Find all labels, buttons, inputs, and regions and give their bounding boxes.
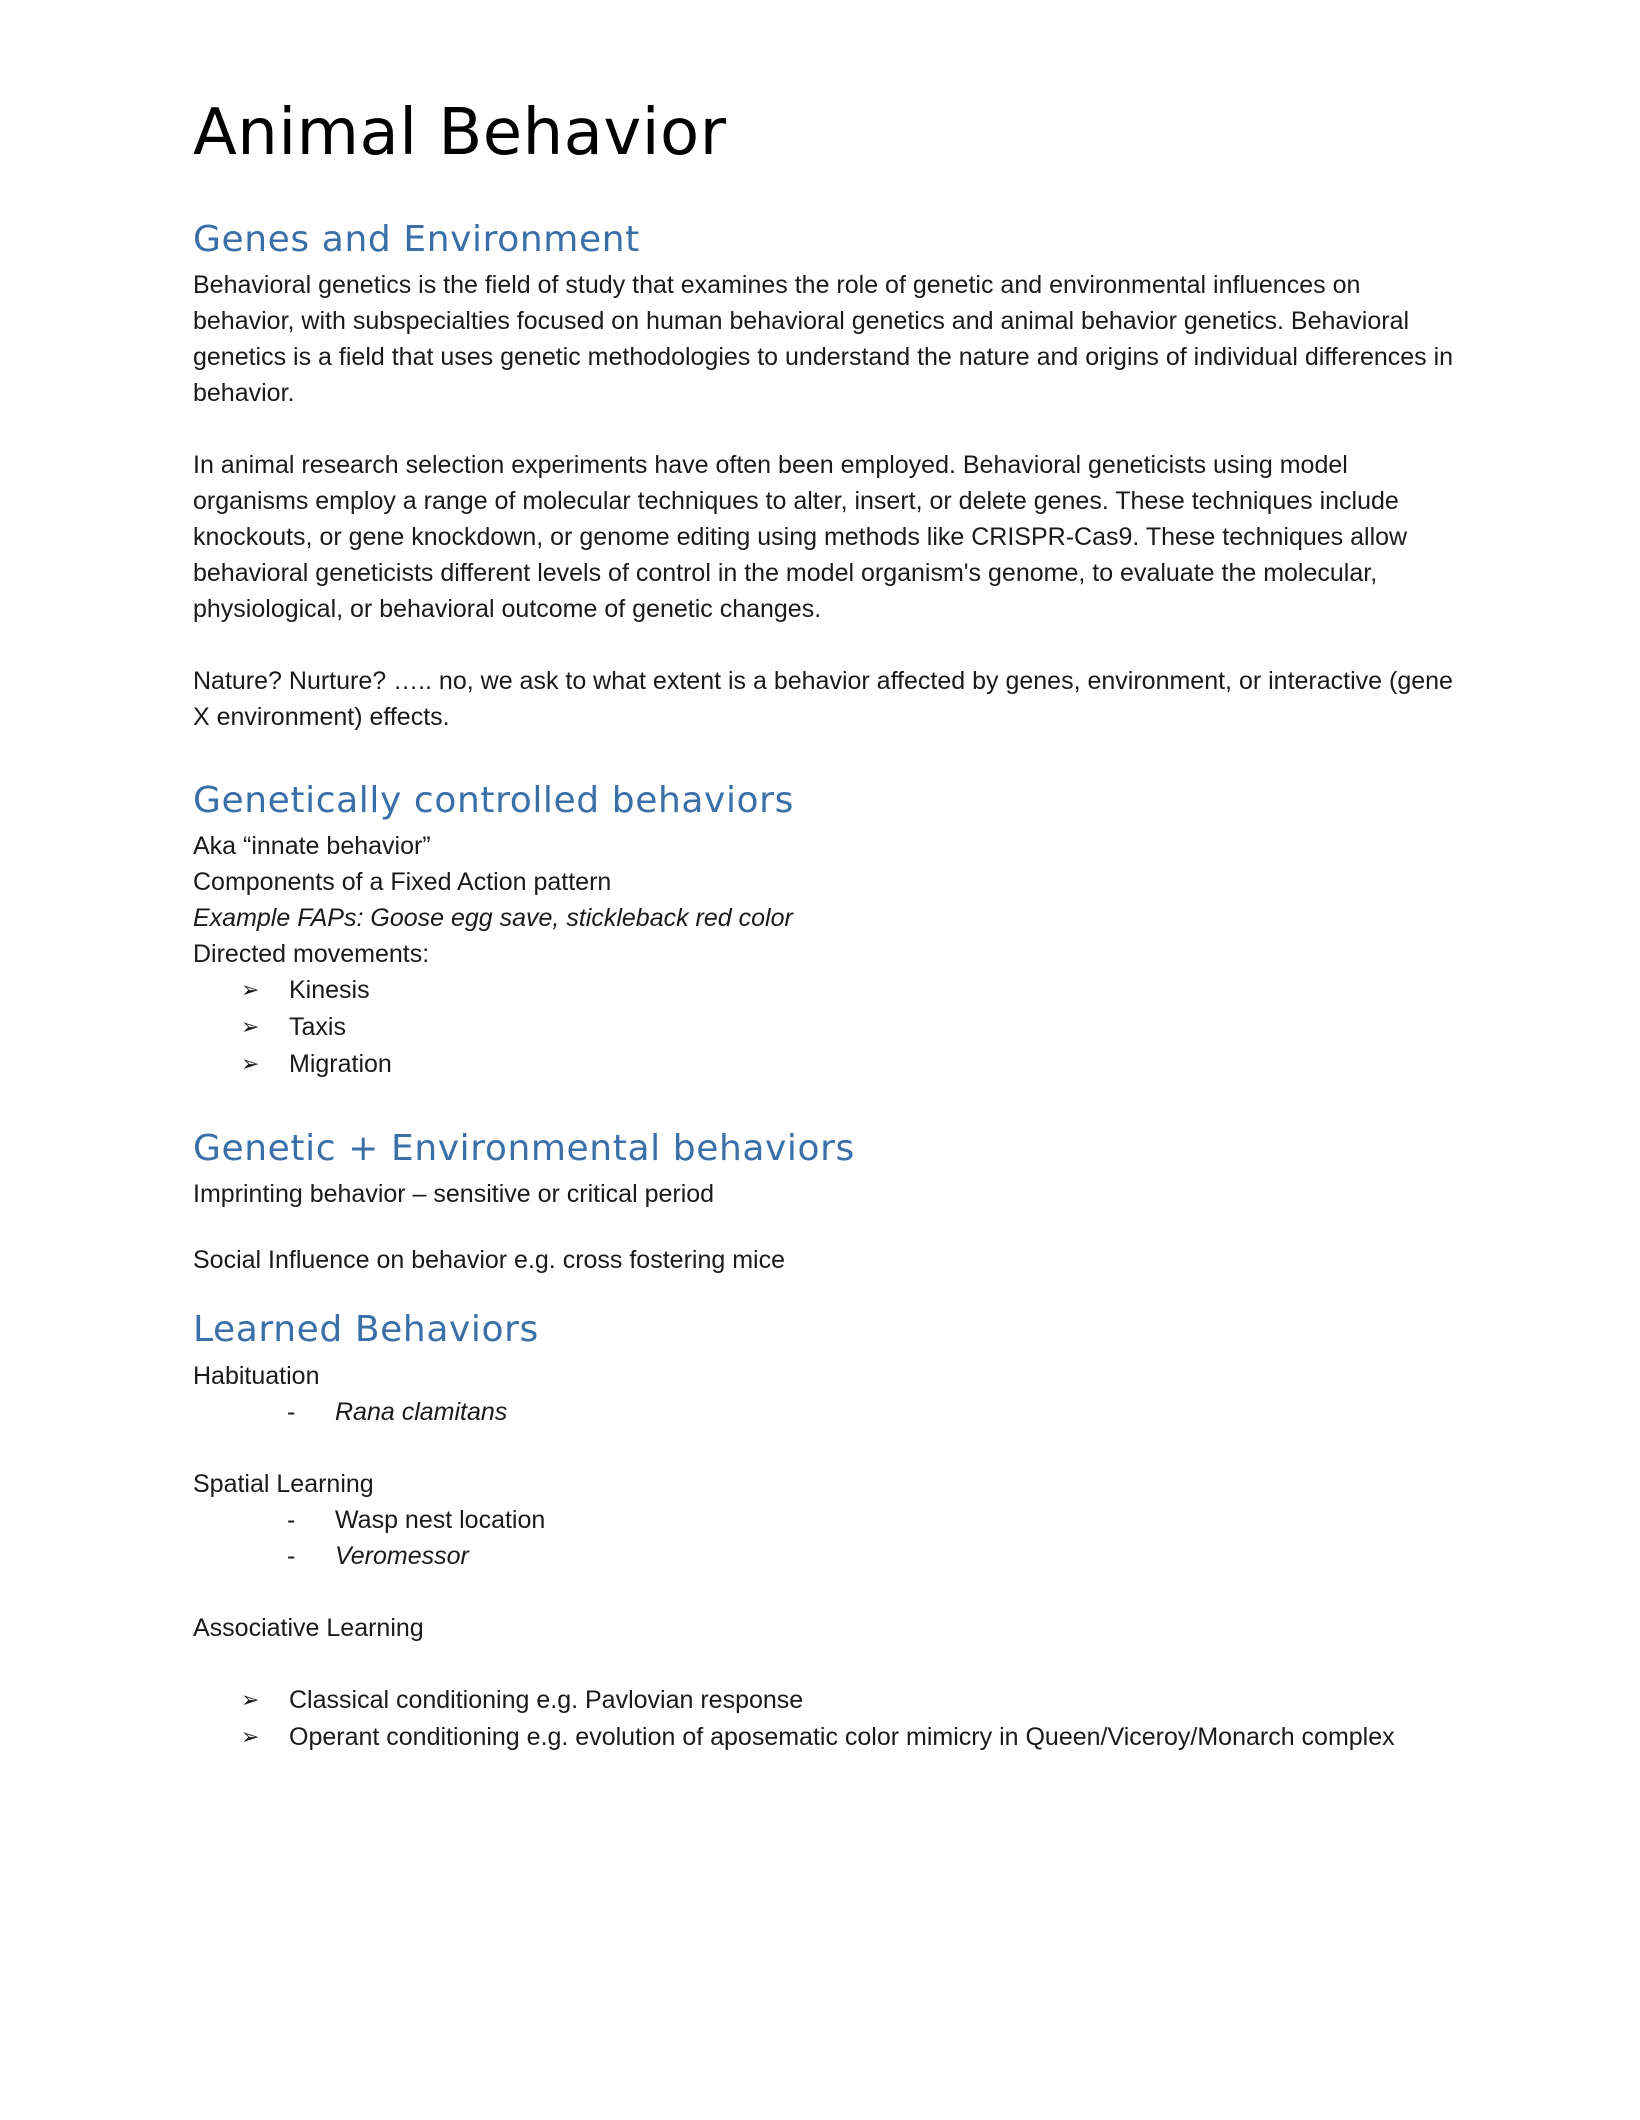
section-heading-genetic-environmental: Genetic + Environmental behaviors	[193, 1128, 855, 1170]
directed-movements-list	[193, 972, 1463, 1083]
list-item	[241, 1682, 1463, 1719]
paragraph-nature-nurture: Nature? Nurture? ….. no, we ask to what extent is a behavior affected by genes, environment, or interactive (gene X environment) effects.	[193, 666, 1453, 731]
list-item-text: Taxis	[289, 1013, 346, 1042]
list-item-text: Kinesis	[289, 976, 370, 1005]
paragraph-behavioral-genetics: Behavioral genetics is the field of study that examines the role of genetic and environmental influences on behavior, with subspecialties focused on human behavioral genetics and animal behavior genetics. Behavioral genetics is a field that uses genetic methodologies to understand the nature and origins of individual differences in behavior.	[193, 270, 1454, 407]
line-imprinting: Imprinting behavior – sensitive or critical period	[193, 1180, 715, 1209]
arrow-bullet-icon: ➢	[241, 1687, 260, 1713]
list-item	[241, 972, 1463, 1009]
section-heading-genetically-controlled: Genetically controlled behaviors	[193, 779, 794, 821]
page-title: Animal Behavior	[193, 96, 727, 170]
section-heading-learned: Learned Behaviors	[193, 1309, 539, 1351]
list-item	[241, 1719, 1463, 1756]
arrow-bullet-icon: ➢	[241, 1724, 260, 1750]
list-item	[241, 1046, 1463, 1083]
spatial-learning-list	[193, 1502, 1463, 1574]
line-social-influence: Social Influence on behavior e.g. cross fostering mice	[193, 1246, 785, 1275]
arrow-bullet-icon: ➢	[241, 1052, 260, 1078]
list-item-text: Veromessor	[335, 1541, 469, 1570]
line-innate-behavior: Aka “innate behavior”	[193, 832, 431, 861]
line-associative-learning: Associative Learning	[193, 1613, 424, 1642]
list-item	[287, 1394, 1463, 1430]
line-example-faps: Example FAPs: Goose egg save, stickleback red color	[193, 904, 793, 933]
arrow-bullet-icon: ➢	[241, 978, 260, 1004]
dash-bullet-icon: -	[287, 1397, 296, 1426]
line-habituation: Habituation	[193, 1361, 320, 1390]
list-item	[241, 1009, 1463, 1046]
line-fixed-action-pattern: Components of a Fixed Action pattern	[193, 868, 612, 897]
dash-bullet-icon: -	[287, 1505, 296, 1534]
list-item-text: Rana clamitans	[335, 1397, 508, 1426]
section-heading-genes-environment: Genes and Environment	[193, 218, 640, 260]
list-item-text: Operant conditioning e.g. evolution of aposematic color mimicry in Queen/Viceroy/Monarch complex	[289, 1722, 1395, 1751]
list-item	[287, 1502, 1463, 1538]
list-item	[287, 1538, 1463, 1574]
arrow-bullet-icon: ➢	[241, 1015, 260, 1041]
associative-learning-list	[193, 1682, 1463, 1756]
list-item-text: Migration	[289, 1050, 392, 1079]
paragraph-animal-research: In animal research selection experiments have often been employed. Behavioral geneticists using model organisms employ a range of molecular techniques to alter, insert, or delete genes. These techniques include knockouts, or gene knockdown, or genome editing using methods like CRISPR-Cas9. These techniques allow behavioral geneticists different levels of control in the model organism's genome, to evaluate the molecular, physiological, or behavioral outcome of genetic changes.	[193, 450, 1408, 623]
line-spatial-learning: Spatial Learning	[193, 1469, 374, 1498]
dash-bullet-icon: -	[287, 1541, 296, 1570]
habituation-list	[193, 1394, 1463, 1430]
list-item-text: Classical conditioning e.g. Pavlovian response	[289, 1685, 804, 1714]
document-page	[193, 95, 1463, 1756]
line-directed-movements: Directed movements:	[193, 940, 430, 969]
list-item-text: Wasp nest location	[335, 1505, 546, 1534]
